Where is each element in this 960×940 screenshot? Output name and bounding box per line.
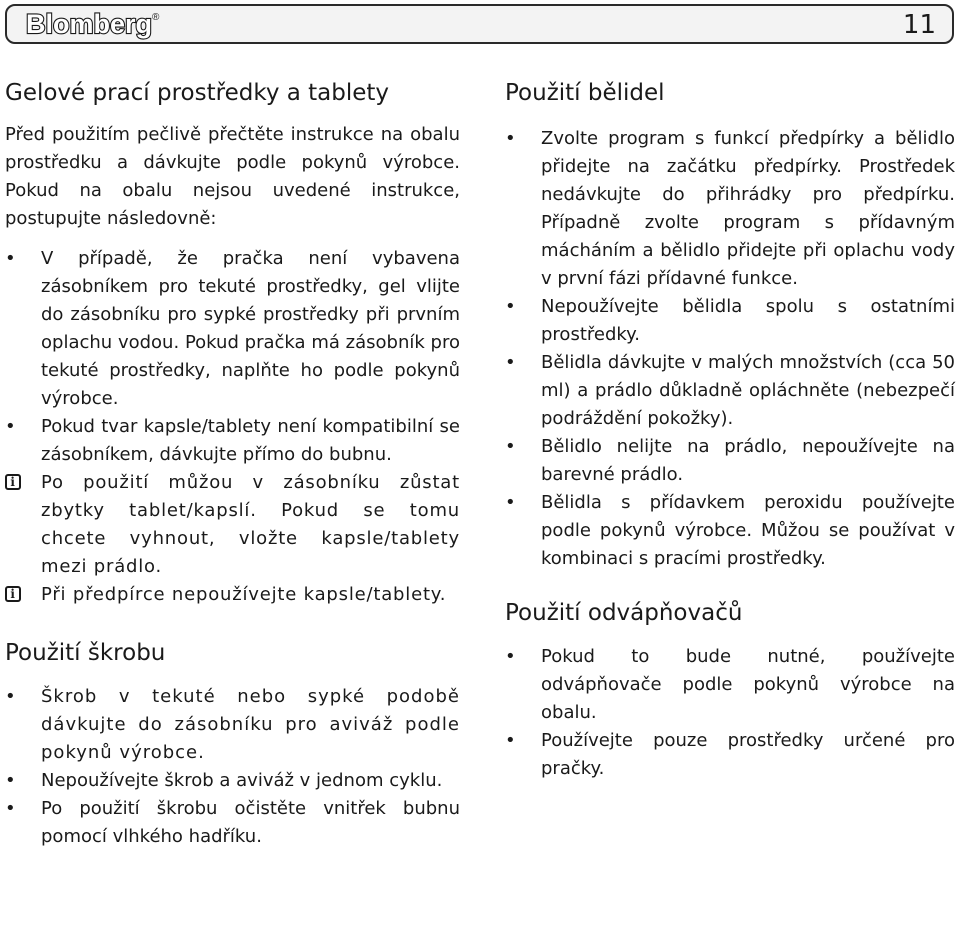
descaler-section-title: Použití odvápňovačů xyxy=(505,600,743,626)
bullet-icon: • xyxy=(5,248,16,269)
list-item: • Bělidlo nelijte na prádlo, nepoužívejte na barevné prádlo. xyxy=(505,433,955,489)
brand-logo: Blomberg® xyxy=(26,9,160,39)
list-item: • Pokud to bude nutné, používejte odvápňovače podle pokynů výrobce na obalu. xyxy=(505,643,955,727)
page-header xyxy=(5,4,954,44)
bullet-icon: • xyxy=(505,730,516,751)
bullet-icon: • xyxy=(505,352,516,373)
list-item: • Nepoužívejte bělidla spolu s ostatními prostředky. xyxy=(505,293,955,349)
info-icon: i xyxy=(5,474,21,490)
list-item: • Zvolte program s funkcí předpírky a bělidlo přidejte na začátku předpírky. Prostředek nedávkujte do přihrádky pro předpírku. Případně zvolte program s přídavným mácháním a bělidlo přidejte při oplachu vody v první fázi přídavné funkce. xyxy=(505,125,955,293)
gel-intro: Před použitím pečlivě přečtěte instrukce na obalu prostředku a dávkujte podle pokynů výrobce. Pokud na obalu nejsou uvedené instrukce, postupujte následovně: xyxy=(5,124,460,229)
bleach-bullet-list xyxy=(505,125,955,573)
bullet-icon: • xyxy=(505,296,516,317)
list-item: • V případě, že pračka není vybavena zásobníkem pro tekuté prostředky, gel vlijte do zásobníku pro sypké prostředky při prvním oplachu vodou. Pokud pračka má zásobník pro tekuté prostředky, naplňte ho podle pokynů výrobce. xyxy=(5,245,460,413)
info-note: i Při předpírce nepoužívejte kapsle/tablety. xyxy=(5,581,460,609)
gel-section-title: Gelové prací prostředky a tablety xyxy=(5,80,390,106)
list-item: • Bělidla s přídavkem peroxidu používejte podle pokynů výrobce. Můžou se používat v kombinaci s pracími prostředky. xyxy=(505,489,955,573)
bullet-icon: • xyxy=(505,492,516,513)
list-item: • Používejte pouze prostředky určené pro pračky. xyxy=(505,727,955,783)
list-item: • Škrob v tekuté nebo sypké podobě dávkujte do zásobníku pro aviváž podle pokynů výrobce. xyxy=(5,683,460,767)
bullet-icon: • xyxy=(505,128,516,149)
right-column xyxy=(505,78,955,783)
registered-mark: ® xyxy=(152,12,160,23)
left-column xyxy=(5,78,460,851)
descaler-bullet-list xyxy=(505,643,955,783)
bullet-icon: • xyxy=(5,416,16,437)
list-item: • Pokud tvar kapsle/tablety není kompatibilní se zásobníkem, dávkujte přímo do bubnu. xyxy=(5,413,460,469)
bleach-section-title: Použití bělidel xyxy=(505,80,665,106)
bullet-icon: • xyxy=(505,436,516,457)
info-icon: i xyxy=(5,586,21,602)
list-item: • Nepoužívejte škrob a aviváž v jednom cyklu. xyxy=(5,767,460,795)
starch-section-title: Použití škrobu xyxy=(5,640,166,666)
list-item: • Bělidla dávkujte v malých množstvích (cca 50 ml) a prádlo důkladně opláchněte (nebezpečí podráždění pokožky). xyxy=(505,349,955,433)
bullet-icon: • xyxy=(5,798,16,819)
gel-bullet-list xyxy=(5,245,460,469)
page-number: 11 xyxy=(902,10,936,40)
bullet-icon: • xyxy=(5,770,16,791)
bullet-icon: • xyxy=(505,646,516,667)
list-item: • Po použití škrobu očistěte vnitřek bubnu pomocí vlhkého hadříku. xyxy=(5,795,460,851)
info-note: i Po použití můžou v zásobníku zůstat zbytky tablet/kapslí. Pokud se tomu chcete vyhnout, vložte kapsle/tablety mezi prádlo. xyxy=(5,469,460,581)
starch-bullet-list xyxy=(5,683,460,851)
bullet-icon: • xyxy=(5,686,17,707)
